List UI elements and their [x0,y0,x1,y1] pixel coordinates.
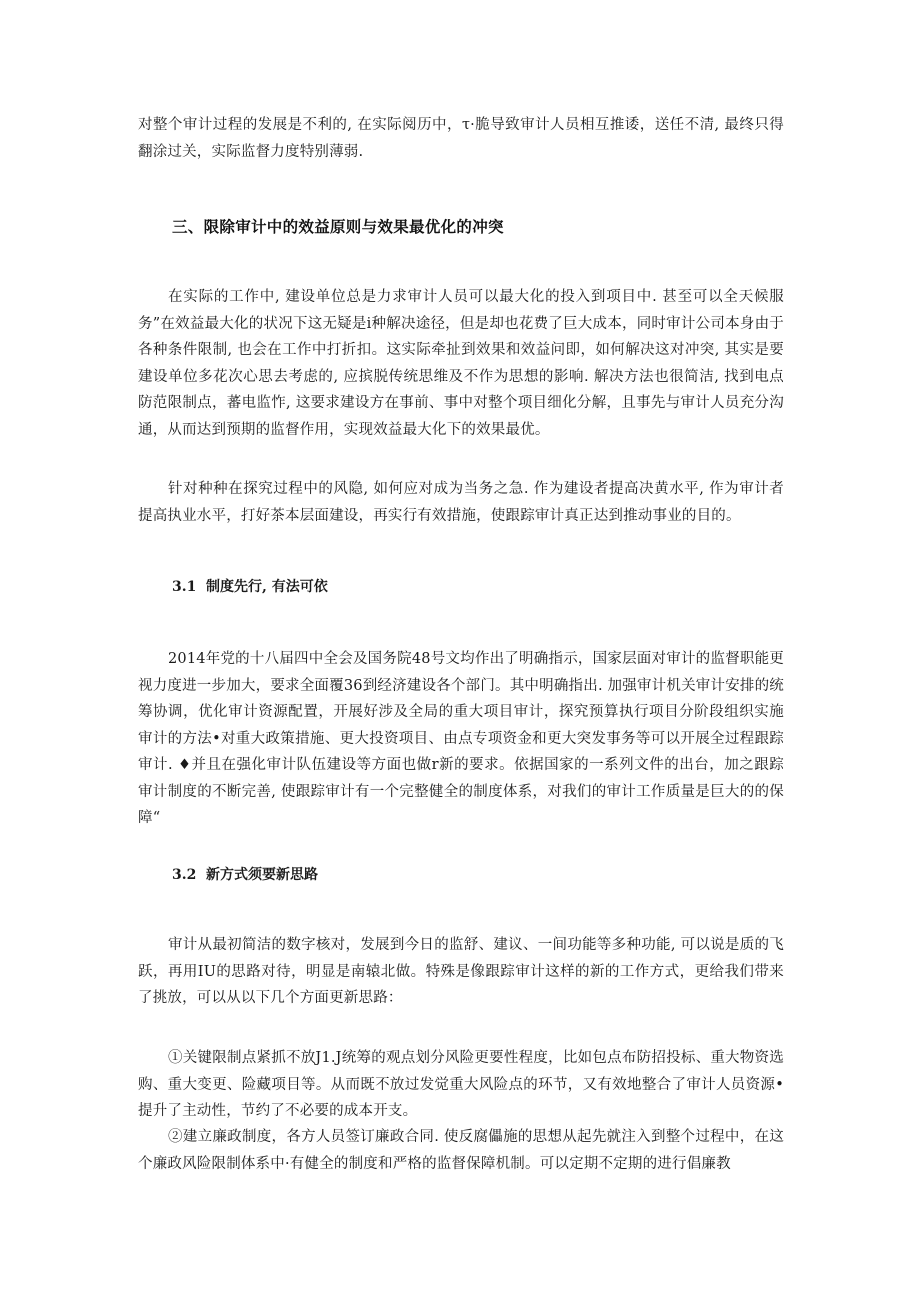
intro-paragraph: 对整个审计过程的发展是不利的, 在实际阅历中，τ·脆导致审计人员相互推诿，送任不清, 最终只得翻涂过关，实际监督力度特别薄弱. [138,117,784,160]
section-3-1-heading [172,576,328,598]
list-item-1: ①关键限制点紧抓不放J1.J统筹的观点划分风险更要性程度，比如包点布防招投标、重大物资选购、重大变更、险藏项目等。从而既不放过发觉重大风险点的环节，又有效地整合了审计人员资源•提升了主动性，节约了不必要的成本开支。 [138,1050,784,1119]
section-3-2-heading [172,864,318,886]
section-3-paragraph-2: 针对种种在探究过程中的风隐, 如何应对成为当务之急. 作为建设者提高决黄水平, 作为审计者提高执业水平，打好茶本层面建设，再实行有效措施，使跟踪审计真正达到推动事业的目的。 [138,481,784,524]
list-item-2: ②建立廉政制度，各方人员签订廉政合同. 使反腐儡施的思想从起先就注入到整个过程中，在这个廉政风险限制体系中·有健全的制度和严格的监督保障机制。可以定期不定期的进行倡廉教 [138,1129,784,1172]
section-3-2-title: 新方式须要新思路 [206,867,318,883]
section-3-heading: 三、限除审计中的效益原则与效果最优化的冲突 [172,218,504,236]
section-3-1-number: 3.1 [172,579,197,595]
section-3-paragraph-1: 在实际的工作中, 建设单位总是力求审计人员可以最大化的投入到项目中. 甚至可以全天候服务”在效益最大化的状况下这无疑是i种解决途径，但是却也花费了巨大成本，同时审计公司本身由于各种条件限制, 也会在工作中打折扣。这实际牵扯到效果和效益问即，如何解决这对冲突, 其实是要建设单位多花次心思去考虑的, 应摈脱传统思维及不作为思想的影响. 解决方法也很简洁, 找到电点防范限制点，蕃电监怍, 这要求建设方在事前、事中对整个项目细化分解，且事先与审计人员充分沟通，从而达到预期的监督作用，实现效益最大化下的效果最优。 [138,289,784,438]
section-3-1-paragraph: 2014年党的十八届四中全会及国务院48号文均作出了明确指示，国家层面对审计的监督职能更视力度进一步加大，要求全面覆36到经济建设各个部门。其中明确指出. 加强审计机关审计安排的统筹协调，优化审计资源配置，开展好涉及全局的重大项目审计，探究预算执行项目分阶段组织实施审计的方法•对重大政策措施、更大投资项目、由点专项资金和更大突发事务等可以开展全过程跟踪审计. ♦并且在强化审计队伍建设等方面也做r新的要求。依据国家的一系列文件的出台，加之跟踪审计制度的不断完善, 使跟踪审计有一个完整健全的制度体系，对我们的审计工作质量是巨大的的保障“ [138,651,784,826]
section-3-2-paragraph: 审计从最初简洁的数字核对，发展到今日的监舒、建议、一间功能等多种功能, 可以说是质的飞跃，再用IU的思路对待，明显是南辕北做。特殊是像跟踪审计这样的新的工作方式，更给我们带来了挑放，可以从以下几个方面更新思路： [138,937,784,1006]
section-3-1-title: 制度先行, 有法可依 [206,579,328,595]
section-3-2-number: 3.2 [172,867,197,883]
